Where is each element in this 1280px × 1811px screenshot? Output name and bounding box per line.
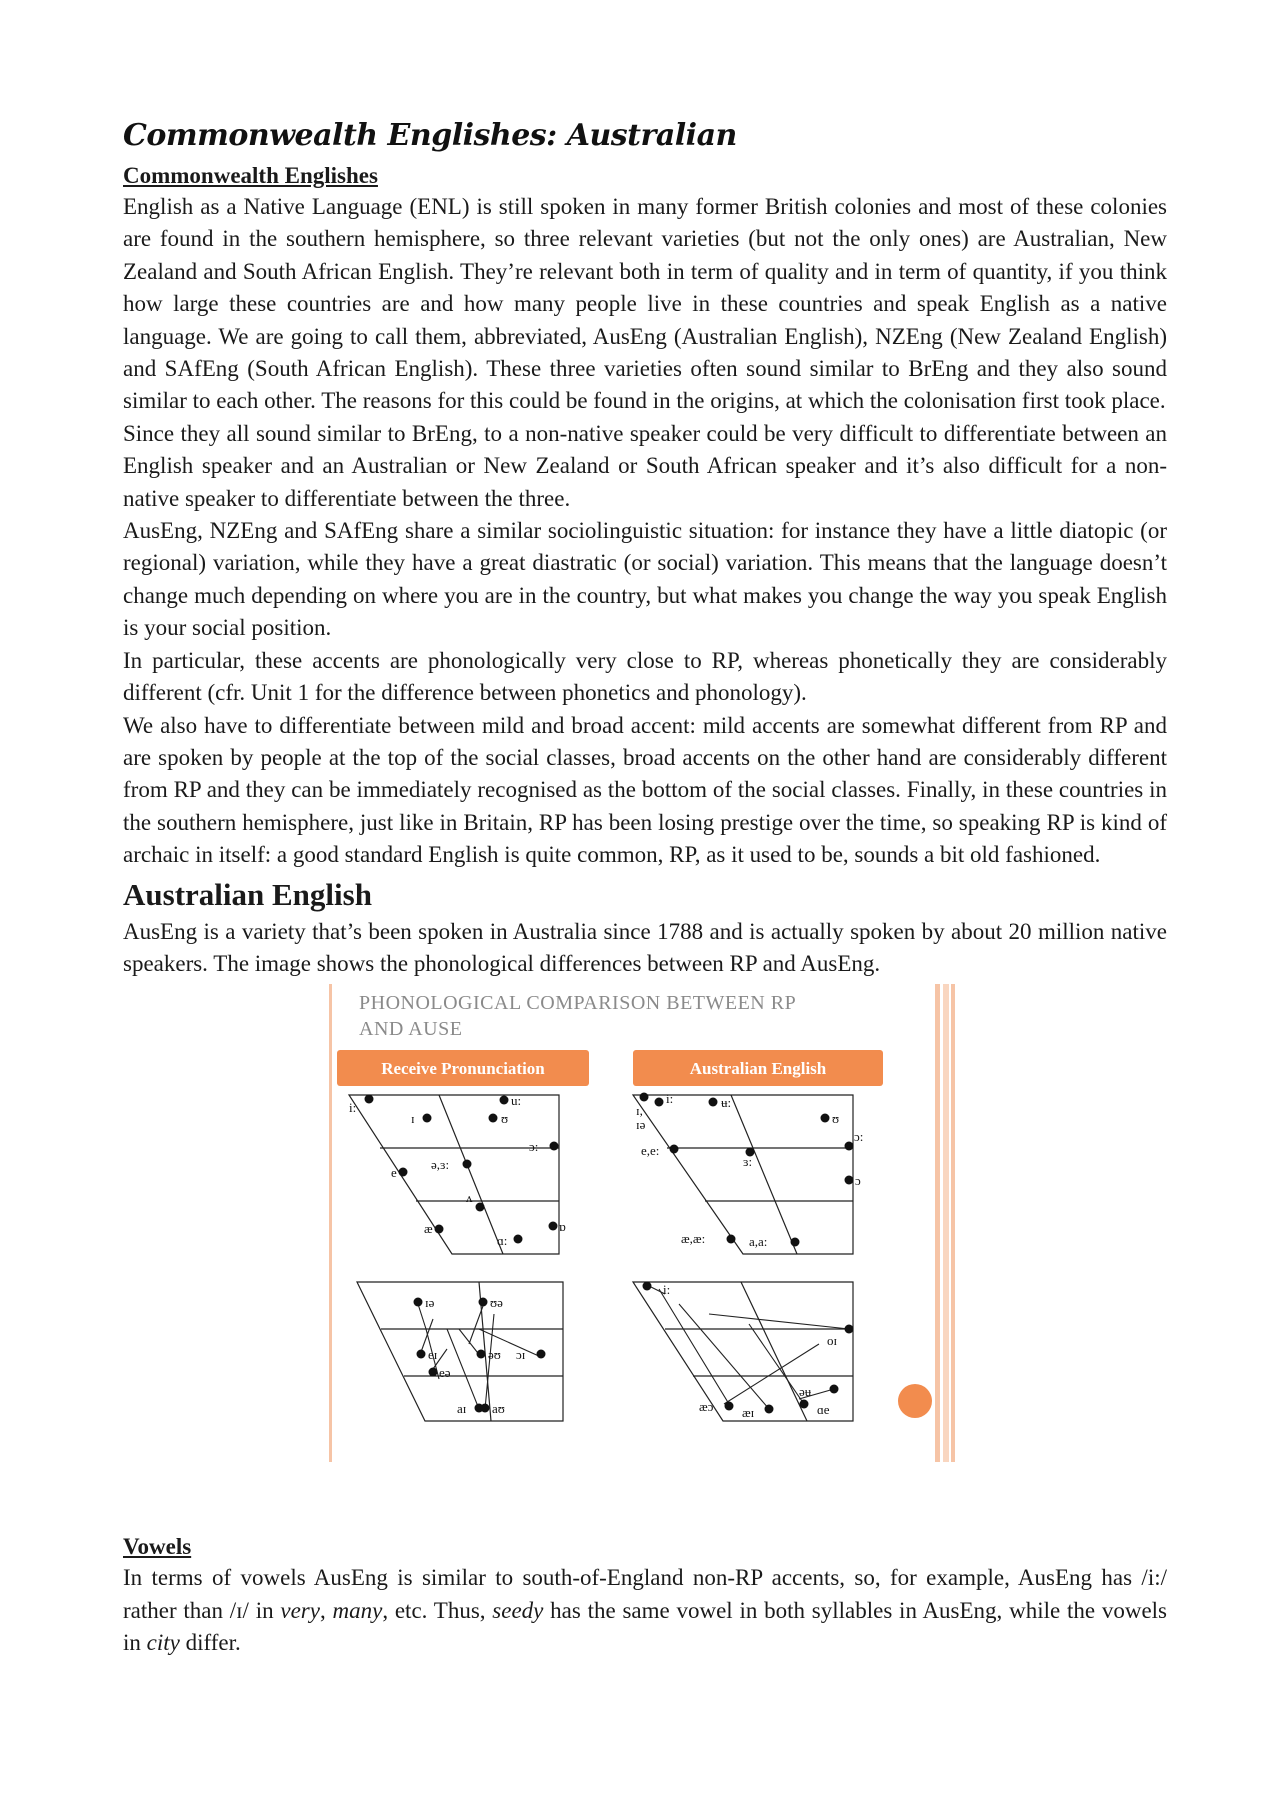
svg-text:əʊ: əʊ: [488, 1347, 501, 1363]
aus-monophthong-dots: [640, 1093, 854, 1250]
section-heading-australian: Australian English: [123, 876, 372, 912]
svg-text:ʊ: ʊ: [501, 1111, 509, 1127]
svg-text:ɔ:: ɔ:: [529, 1139, 539, 1155]
svg-text:ɜ:: ɜ:: [743, 1154, 753, 1170]
svg-text:æ: æ: [424, 1221, 433, 1237]
svg-text:a,a:: a,a:: [749, 1234, 768, 1250]
svg-text:æɔ: æɔ: [699, 1399, 714, 1415]
svg-text:ɪə: ɪə: [425, 1295, 435, 1311]
paragraph-phonology: In particular, these accents are phonologically very close to RP, whereas phonetically they are considerably different (cfr. Unit 1 for the difference between phonetics and phonology).: [123, 647, 1167, 706]
svg-text:æ,æ:: æ,æ:: [681, 1231, 706, 1247]
svg-text:æɪ: æɪ: [742, 1405, 755, 1421]
svg-text:ɪə: ɪə: [636, 1117, 646, 1133]
svg-text:ɔ:: ɔ:: [854, 1129, 864, 1145]
svg-text:ɪ: ɪ: [411, 1111, 415, 1127]
svg-text:i:: i:: [666, 1091, 674, 1107]
slide-right-bar-3: [951, 984, 955, 1462]
paragraph-similar-sound: Since they all sound similar to BrEng, to a non-native speaker could be very difficult to differentiate between an English speaker and an Australian or New Zealand or South African speaker and it’s also difficult for a non-native speaker to differentiate between the three.: [123, 420, 1167, 511]
aus-diphthong-chart: [633, 1282, 853, 1421]
svg-text:oɪ: oɪ: [827, 1333, 838, 1349]
figure-title-line1: PHONOLOGICAL COMPARISON BETWEEN RP: [359, 992, 797, 1015]
rp-label: Receive Pronunciation: [381, 1059, 545, 1079]
document-page: [123, 118, 1167, 1660]
svg-text:e: e: [391, 1165, 397, 1181]
aus-diphthong-arrows: [649, 1286, 849, 1409]
aus-label: Australian English: [689, 1059, 827, 1079]
svg-text:ʉ:: ʉ:: [721, 1095, 732, 1111]
paragraph-sociolinguistic: AusEng, NZEng and SAfEng share a similar sociolinguistic situation: for instance they have a little diatopic (or regional) variation, while they have a great diastratic (or social) variation. This means that the language doesn’t change much depending on where you are in the country, but what makes you change the way you speak English is your social position.: [123, 518, 1167, 641]
svg-text:eə: eə: [439, 1365, 451, 1381]
svg-text:ɔ: ɔ: [855, 1173, 861, 1189]
example-seedy: seedy: [492, 1597, 544, 1623]
paragraph-mild-broad: We also have to differentiate between mild and broad accent: mild accents are somewhat different from RP and are spoken by people at the top of the social classes, broad accents on the other hand are considerably different from RP and they can be immediately recognised as the bottom of the social classes. Finally, in these countries in the southern hemisphere, just like in Britain, RP has been losing prestige over the time, so speaking RP is kind of archaic in itself: a good standard English is quite common, RP, as it used to be, sounds a bit old fashioned.: [123, 712, 1167, 868]
paragraph-auseng: AusEng is a variety that’s been spoken in Australia since 1788 and is actually spoken by about 20 million native speakers. The image shows the phonological differences between RP and AusEng.: [123, 918, 1167, 976]
svg-text:ʊə: ʊə: [490, 1295, 503, 1311]
svg-text:eɪ: eɪ: [428, 1347, 438, 1363]
svg-text:i:: i:: [349, 1100, 357, 1116]
figure-container: [123, 984, 1167, 1484]
svg-text:ɑe: ɑe: [817, 1402, 830, 1418]
paragraph-enl: English as a Native Language (ENL) is still spoken in many former British colonies and most of these colonies are found in the southern hemisphere, so three relevant varieties (but not the only ones) are Australian, New Zealand and South African English. They’re relevant both in term of quality and in term of quantity, if you think how large these countries are and how many people live in these countries and speak English as a native language. We are going to call them, abbreviated, AusEng (Australian English), NZEng (New Zealand English) and SAfEng (South African English). These three varieties often sound similar to BrEng and they also sound similar to each other. The reasons for this could be found in the origins, at which the colonisation first took place.: [123, 194, 1167, 414]
example-very: very: [280, 1597, 320, 1623]
example-city: city: [146, 1630, 180, 1656]
example-many: many: [332, 1597, 383, 1623]
svg-text:ɒ: ɒ: [559, 1219, 566, 1235]
slide-left-border: [329, 984, 332, 1462]
phonological-comparison-figure: [329, 984, 969, 1462]
svg-text:ɑ:: ɑ:: [497, 1233, 508, 1249]
figure-title-line2: AND AUSE: [359, 1018, 463, 1041]
section-heading-commonwealth: Commonwealth Englishes: [123, 163, 378, 188]
aus-monophthong-chart: [633, 1095, 853, 1254]
svg-text:əʉ: əʉ: [799, 1384, 812, 1400]
decorative-orange-circle: [898, 1384, 932, 1418]
rp-monophthong-chart: [349, 1095, 559, 1254]
section-heading-vowels: Vowels: [123, 1534, 192, 1560]
paragraph-vowels: In terms of vowels AusEng is similar to south-of-England non-RP accents, so, for example, AusEng has /i:/ rather than /ɪ/ in very, many, etc. Thus, seedy has the same vowel in both syllables in AusEng, while the vowels in city differ.: [123, 1565, 1167, 1656]
slide-right-bar-2: [943, 984, 949, 1462]
rp-monophthong-labels: [349, 1093, 566, 1248]
svg-text:ə,ɜ:: ə,ɜ:: [431, 1157, 450, 1173]
svg-text:ʊ: ʊ: [832, 1111, 840, 1127]
svg-text:i:: i:: [663, 1282, 671, 1298]
svg-text:u:: u:: [511, 1093, 522, 1109]
svg-text:ɪ,: ɪ,: [636, 1103, 643, 1119]
svg-text:aʊ: aʊ: [492, 1401, 505, 1417]
svg-text:ʌ: ʌ: [466, 1190, 473, 1206]
aus-monophthong-labels: [636, 1091, 863, 1249]
svg-text:aɪ: aɪ: [457, 1401, 467, 1417]
svg-text:ɔɪ: ɔɪ: [516, 1347, 526, 1363]
svg-text:e,e:: e,e:: [641, 1143, 660, 1159]
aus-diphthong-dots: [643, 1282, 854, 1414]
slide-right-bar-1: [935, 984, 940, 1462]
rp-diphthong-labels: [425, 1295, 526, 1416]
page-title: Commonwealth Englishes: Australian: [123, 118, 737, 153]
